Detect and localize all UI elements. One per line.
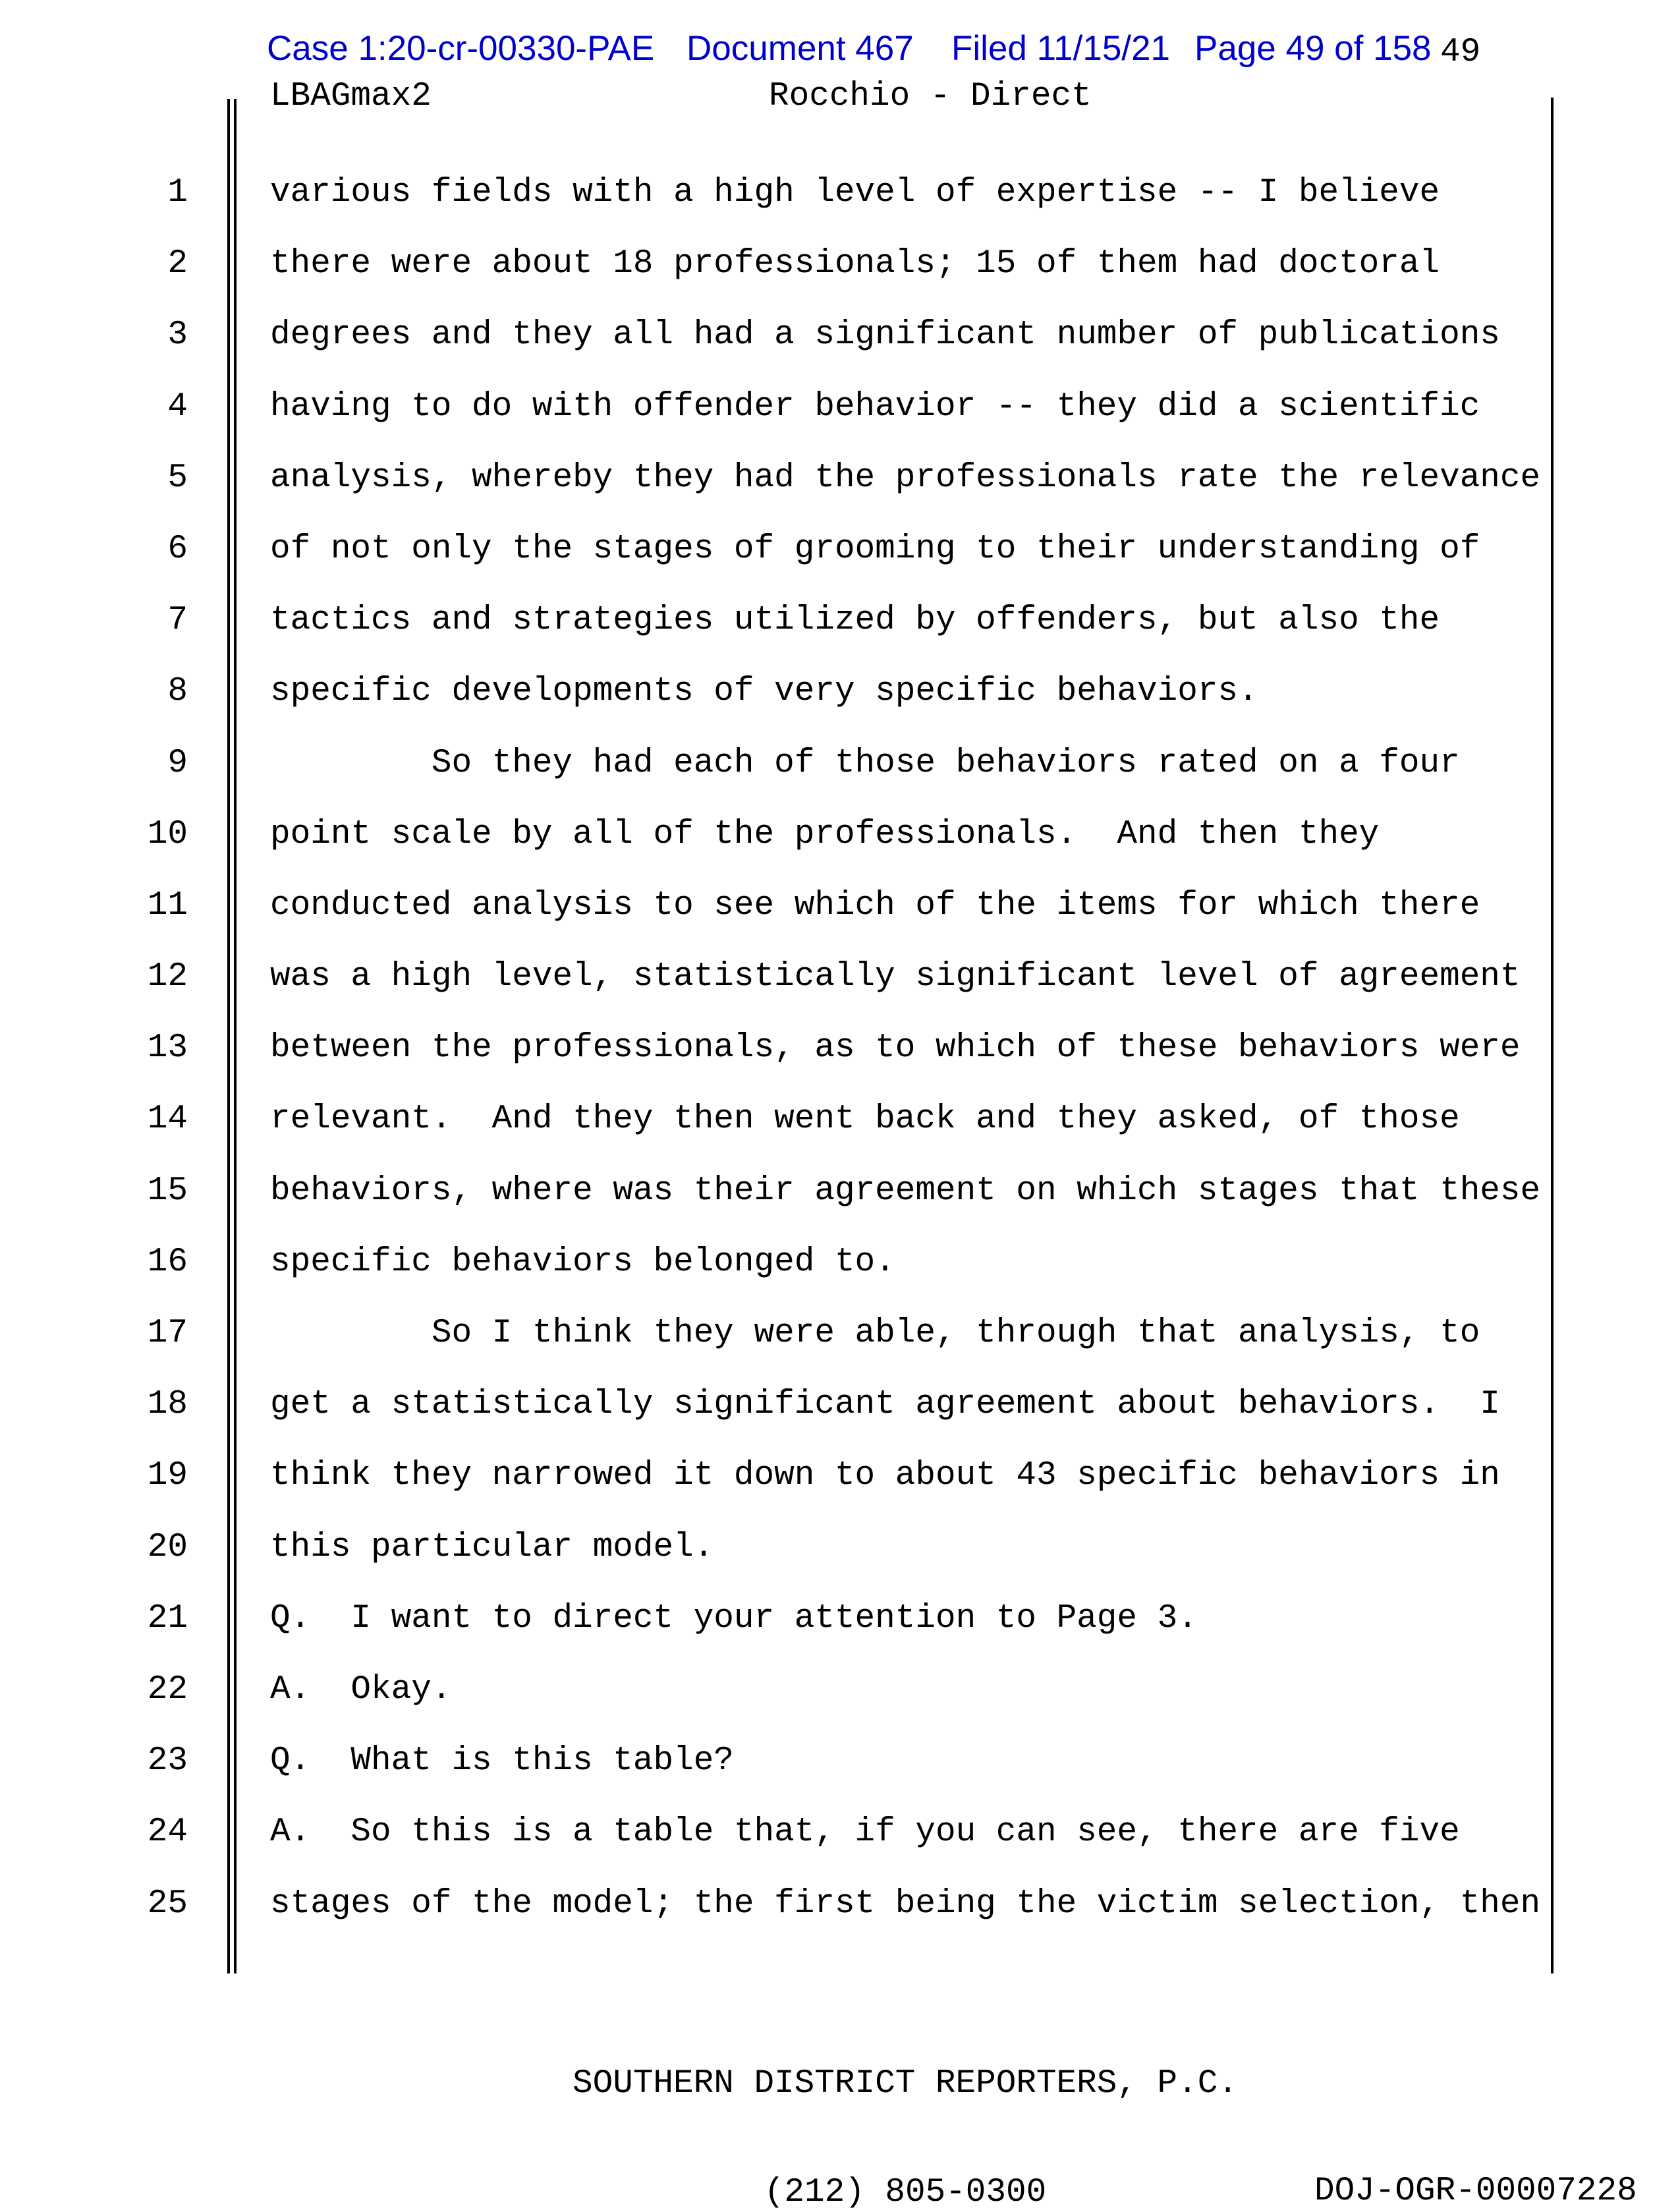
- transcript-line: tactics and strategies utilized by offenders, but also the: [270, 602, 1440, 640]
- transcript-id: LBAGmax2: [270, 78, 432, 115]
- transcript-text-column: [270, 157, 1654, 1940]
- transcript-line: of not only the stages of grooming to their understanding of: [270, 530, 1480, 568]
- transcript-line: specific developments of very specific behaviors.: [270, 673, 1258, 711]
- line-number: 23: [147, 1742, 188, 1780]
- line-number: 19: [147, 1457, 188, 1495]
- transcript-line: behaviors, where was their agreement on which stages that these: [270, 1172, 1541, 1210]
- line-number: 12: [147, 958, 188, 996]
- transcript-line: relevant. And they then went back and they asked, of those: [270, 1100, 1460, 1139]
- transcript-line: between the professionals, as to which of these behaviors were: [270, 1029, 1521, 1067]
- line-number: 6: [167, 530, 188, 568]
- line-number: 22: [147, 1670, 188, 1709]
- line-number: 25: [147, 1885, 188, 1923]
- transcript-line: stages of the model; the first being the victim selection, then: [270, 1885, 1541, 1923]
- transcript-line: A. So this is a table that, if you can see, there are five: [270, 1813, 1460, 1852]
- line-number: 10: [147, 815, 188, 853]
- line-number: 15: [147, 1172, 188, 1210]
- reporter-name: SOUTHERN DISTRICT REPORTERS, P.C.: [573, 2065, 1238, 2103]
- line-number: 17: [147, 1315, 188, 1352]
- header-case-number: Case 1:20-cr-00330-PAE: [267, 29, 655, 68]
- line-number: 16: [147, 1243, 188, 1281]
- line-number: 4: [167, 387, 188, 426]
- transcript-line: think they narrowed it down to about 43 specific behaviors in: [270, 1457, 1500, 1495]
- line-number: 20: [147, 1528, 188, 1566]
- transcript-line: having to do with offender behavior -- they did a scientific: [270, 387, 1480, 426]
- reporter-phone: (212) 805-0300: [764, 2174, 1047, 2211]
- line-number: 18: [147, 1386, 188, 1424]
- line-number-column: [0, 157, 188, 1940]
- line-number: 24: [147, 1813, 188, 1852]
- line-number: 7: [167, 602, 188, 640]
- transcript-line: was a high level, statistically significant level of agreement: [270, 958, 1521, 996]
- transcript-line: So they had each of those behaviors rated on a four: [270, 744, 1460, 782]
- header-page-label: Page 49 of 158: [1194, 29, 1432, 68]
- transcript-line: A. Okay.: [270, 1670, 452, 1709]
- transcript-line: various fields with a high level of expertise -- I believe: [270, 174, 1440, 212]
- transcript-line: specific behaviors belonged to.: [270, 1243, 895, 1281]
- bates-number: DOJ-OGR-00007228: [1314, 2172, 1637, 2210]
- transcript-line: analysis, whereby they had the professionals rate the relevance: [270, 459, 1541, 497]
- transcript-line: So I think they were able, through that analysis, to: [270, 1315, 1480, 1352]
- transcript-line: there were about 18 professionals; 15 of them had doctoral: [270, 245, 1440, 283]
- transcript-line: Q. What is this table?: [270, 1742, 734, 1780]
- transcript-line: degrees and they all had a significant number of publications: [270, 316, 1500, 354]
- transcript-line: this particular model.: [270, 1528, 714, 1566]
- transcript-line: get a statistically significant agreement about behaviors. I: [270, 1386, 1500, 1424]
- line-number: 13: [147, 1029, 188, 1067]
- transcript-page-number: 49: [1440, 34, 1481, 71]
- left-double-rule: [227, 99, 237, 1973]
- line-number: 21: [147, 1599, 188, 1637]
- header-filed-date: Filed 11/15/21: [951, 29, 1170, 68]
- transcript-line: conducted analysis to see which of the items for which there: [270, 886, 1480, 924]
- line-number: 2: [167, 245, 188, 283]
- line-number: 5: [167, 459, 188, 497]
- line-number: 1: [167, 174, 188, 212]
- line-number: 9: [167, 744, 188, 782]
- transcript-line: point scale by all of the professionals. And then they: [270, 815, 1380, 853]
- line-number: 8: [167, 673, 188, 711]
- line-number: 14: [147, 1100, 188, 1139]
- header-document-label: Document 467: [686, 29, 914, 68]
- session-title: Rocchio - Direct: [769, 78, 1092, 115]
- line-number: 3: [167, 316, 188, 354]
- line-number: 11: [147, 886, 188, 924]
- transcript-line: Q. I want to direct your attention to Page 3.: [270, 1599, 1198, 1637]
